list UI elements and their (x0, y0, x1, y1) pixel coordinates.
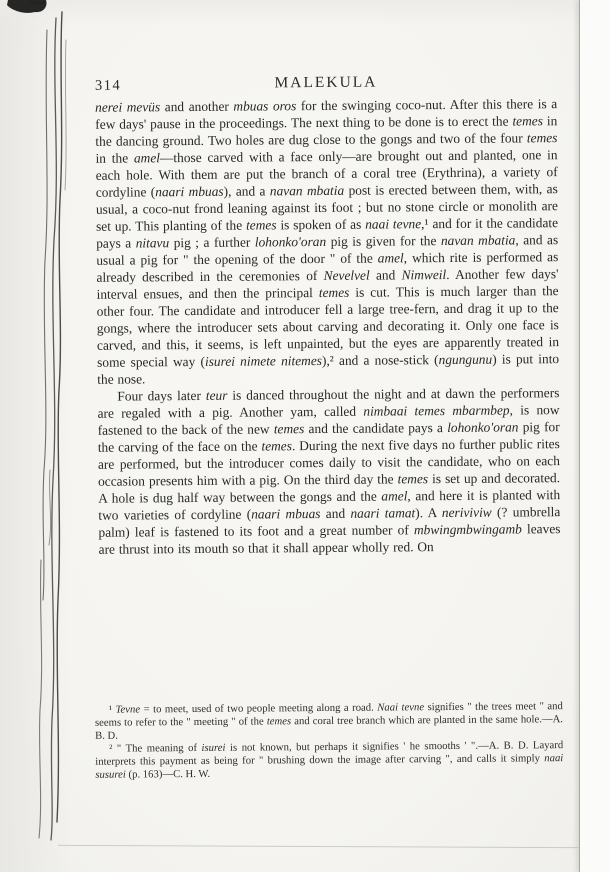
text-run: and another (160, 98, 234, 115)
running-title: MALEKULA (274, 73, 378, 92)
text-run: is spoken of as (276, 216, 366, 233)
italic-term: naari mbuas (251, 506, 321, 522)
text-run: Four days later (117, 387, 206, 404)
italic-term: naari mbuas (155, 183, 224, 200)
italic-term: Nevelvel (323, 267, 370, 283)
italic-term: lohonko'oran (254, 233, 327, 250)
text-run: , and as usual a pig for " the opening of the door " of the (96, 232, 559, 268)
text-run: and coral tree branch which are planted in the same hole.—A. B. D. (95, 713, 563, 742)
italic-term: mbuas oros (233, 98, 297, 114)
text-run: is set up and decorated. A hole is dug half way between the gongs and the (98, 470, 561, 506)
italic-term: isurei (201, 742, 226, 755)
page-header (95, 72, 557, 96)
italic-term: nimbaai temes mbarmbep (363, 402, 510, 419)
text-run: ² " The meaning of (109, 742, 202, 755)
text-run: ) is put into the nose. (97, 351, 560, 387)
italic-term: temes (273, 421, 305, 437)
italic-term: naai susurei (95, 752, 564, 782)
text-run: leaves are thrust into its mouth so that it shall appear wholly red. On (98, 521, 561, 557)
footnote (95, 700, 563, 743)
footnote (95, 739, 563, 782)
italic-term: naai tevne (365, 216, 422, 232)
text-run: = to meet, used of two people meeting along a road. (140, 701, 378, 716)
italic-term: amel (377, 250, 404, 266)
italic-term: temes (266, 715, 292, 728)
italic-term: teur (205, 387, 228, 403)
text-run: ¹ (108, 703, 116, 716)
paragraph (97, 384, 560, 558)
text-run: for the swinging coco-nut. After this there is a few days' pause in the proceedings. The next thing to be done is to erect the (95, 96, 558, 132)
text-run: post is erected between them, with, as usual, a coco-nut frond leaning against its foot ; but no stone circle or monolith are set up. This planting of the (95, 181, 558, 234)
text-run: in the (95, 150, 135, 166)
text-run: , and here it is planted with two varieties of cordyline ( (98, 487, 561, 523)
text-run: ),² and a nose-stick ( (321, 352, 439, 368)
italic-term: neriviviw (441, 504, 492, 521)
body-text (95, 95, 561, 558)
italic-term: temes (318, 284, 350, 301)
text-run: and (320, 505, 351, 522)
italic-term: temes (261, 438, 292, 454)
italic-term: Nimweil (401, 267, 447, 283)
footnotes (95, 700, 564, 782)
italic-term: temes (526, 130, 558, 146)
text-run: . During the next five days no further public rites are performed, but the introducer comes daily to visit the candidate, who on each occasion presents him with a pig. On the third day the (97, 436, 560, 489)
text-run: signifies " the trees meet " and seems to refer to the " meeting " of the (94, 700, 563, 729)
italic-term: amel (133, 150, 161, 166)
italic-term: navan mbatia (269, 182, 345, 199)
italic-term: temes (512, 113, 543, 129)
text-run: is danced throughout the night and at dawn the performers are regaled with a pig. Another yam, called (97, 385, 560, 421)
text-run: ). A (415, 505, 442, 521)
italic-term: Tevne (115, 703, 141, 716)
text-run: (p. 163)—C. H. W. (125, 768, 211, 782)
text-run: is not known, but perhaps it signifies ' he smooths ' ".—A. B. D. Layard interprets this payment as being for " brushing down the image after carving ", and calls it simply (95, 739, 564, 769)
italic-term: lohonko'oran (447, 419, 519, 436)
text-run: and (369, 267, 402, 283)
italic-term: Naai tevne (377, 701, 425, 714)
italic-term: temes (397, 471, 429, 487)
text-run: (? umbrella palm) leaf is fastened to its foot and a great number of (98, 504, 561, 540)
page-number: 314 (94, 77, 122, 94)
text-run: and the candidate pays a (304, 420, 448, 437)
text-run: . Another few days' interval ensues, and then the principal (96, 266, 559, 302)
italic-term: temes (245, 217, 277, 233)
italic-term: ngungunu (438, 351, 493, 368)
italic-term: naari tamat (350, 505, 416, 521)
italic-term: nitavu (135, 235, 170, 251)
text-run: is cut. This is much larger than the other four. The candidate and introducer fell a large tree-fern, and drag it up to the gongs, where the introducer sets about carving and decorating it. Only one face is carved, and this, it seems, is left unpainted, but the eyes are apparently treated in some special way ( (96, 283, 560, 370)
text-run: ,¹ and for it the candidate pays a (96, 215, 559, 251)
italic-term: navan mbatia (440, 232, 516, 249)
italic-term: nerei mevüs (95, 99, 161, 115)
italic-term: amel (381, 488, 408, 504)
paragraph (95, 95, 559, 388)
text-run: ), and a (223, 183, 270, 199)
text-run: , is now fastened to the back of the new (97, 402, 560, 438)
italic-term: isurei nimete nitemes (204, 352, 323, 369)
text-run: in the dancing ground. Two holes are dug close to the gongs and two of the four (95, 113, 558, 149)
text-run: —those carved with a face only—are brought out and planted, one in each hole. With them are put the branch of a coral tree (Erythrina), a variety of cordyline ( (95, 147, 558, 200)
italic-term: mbwingmbwingamb (413, 521, 522, 538)
text-run: pig for the carving of the face on the (97, 419, 560, 455)
text-run: pig ; a further (169, 234, 255, 251)
text-run: , which rite is performed as already described in the ceremonies of (96, 249, 559, 285)
text-run: pig is given for the (326, 233, 441, 249)
